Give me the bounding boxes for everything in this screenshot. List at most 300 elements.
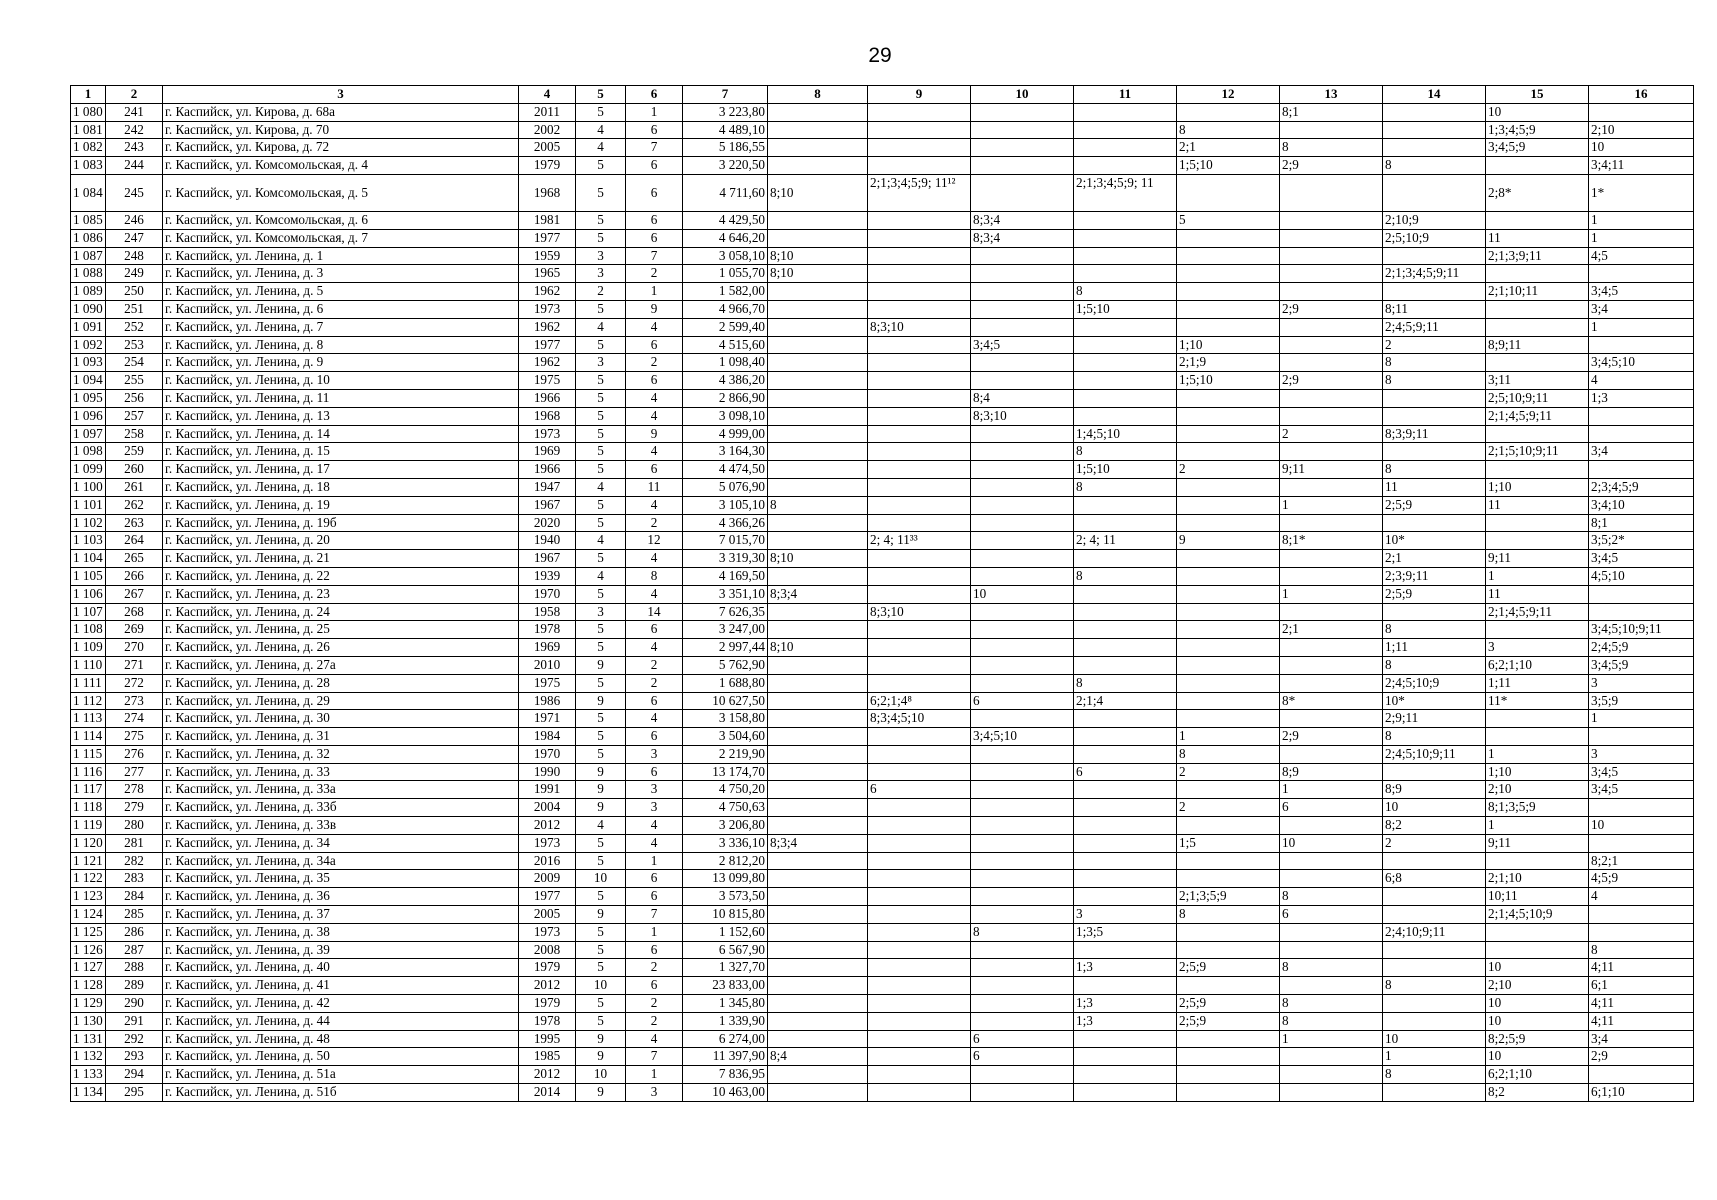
cell-col-7: 4 474,50: [683, 461, 768, 479]
cell-col-2: 283: [106, 870, 163, 888]
cell-col-15: 10: [1486, 959, 1589, 977]
cell-col-8: [768, 906, 868, 924]
cell-col-6: 6: [626, 977, 683, 995]
cell-col-6: 3: [626, 781, 683, 799]
cell-col-10: [971, 763, 1074, 781]
cell-col-16: 4;5: [1589, 247, 1694, 265]
cell-col-3: г. Каспийск, ул. Ленина, д. 7: [163, 318, 519, 336]
cell-col-9: [868, 157, 971, 175]
cell-col-3: г. Каспийск, ул. Ленина, д. 48: [163, 1030, 519, 1048]
cell-col-15: [1486, 710, 1589, 728]
cell-col-11: [1074, 265, 1177, 283]
cell-col-7: 3 223,80: [683, 103, 768, 121]
cell-col-8: [768, 603, 868, 621]
cell-col-4: 1985: [519, 1048, 576, 1066]
cell-col-12: [1177, 283, 1280, 301]
cell-col-8: [768, 425, 868, 443]
cell-col-8: [768, 229, 868, 247]
cell-col-8: [768, 710, 868, 728]
cell-col-8: [768, 336, 868, 354]
cell-col-5: 9: [576, 1030, 626, 1048]
cell-col-11: [1074, 1084, 1177, 1102]
cell-col-2: 276: [106, 745, 163, 763]
cell-col-8: [768, 621, 868, 639]
cell-col-4: 1973: [519, 834, 576, 852]
cell-col-10: [971, 799, 1074, 817]
cell-col-5: 5: [576, 639, 626, 657]
cell-col-4: 1975: [519, 372, 576, 390]
cell-col-9: [868, 121, 971, 139]
cell-col-3: г. Каспийск, ул. Ленина, д. 33а: [163, 781, 519, 799]
cell-col-3: г. Каспийск, ул. Комсомольская, д. 7: [163, 229, 519, 247]
cell-col-7: 3 336,10: [683, 834, 768, 852]
cell-col-13: [1280, 174, 1383, 211]
cell-col-3: г. Каспийск, ул. Ленина, д. 13: [163, 407, 519, 425]
cell-col-13: [1280, 852, 1383, 870]
cell-col-13: [1280, 211, 1383, 229]
cell-col-5: 4: [576, 532, 626, 550]
cell-col-7: 3 351,10: [683, 585, 768, 603]
cell-col-15: 10: [1486, 995, 1589, 1013]
cell-col-14: [1383, 283, 1486, 301]
table-row: [71, 834, 1694, 852]
cell-col-11: [1074, 603, 1177, 621]
cell-col-13: [1280, 283, 1383, 301]
cell-col-16: [1589, 603, 1694, 621]
cell-col-2: 260: [106, 461, 163, 479]
cell-col-9: [868, 888, 971, 906]
cell-col-8: [768, 888, 868, 906]
cell-col-8: [768, 354, 868, 372]
cell-col-8: [768, 995, 868, 1013]
cell-col-2: 251: [106, 300, 163, 318]
cell-col-15: [1486, 852, 1589, 870]
cell-col-4: 1967: [519, 550, 576, 568]
cell-col-9: [868, 852, 971, 870]
cell-col-15: 1: [1486, 567, 1589, 585]
cell-col-8: [768, 656, 868, 674]
cell-col-3: г. Каспийск, ул. Ленина, д. 41: [163, 977, 519, 995]
cell-col-15: 11: [1486, 229, 1589, 247]
cell-col-1: 1 130: [71, 1012, 106, 1030]
cell-col-16: [1589, 585, 1694, 603]
cell-col-10: [971, 567, 1074, 585]
cell-col-7: 3 158,80: [683, 710, 768, 728]
cell-col-15: 2;1;4;5;10;9: [1486, 906, 1589, 924]
cell-col-10: 8;3;10: [971, 407, 1074, 425]
cell-col-4: 1990: [519, 763, 576, 781]
cell-col-13: 1: [1280, 1030, 1383, 1048]
cell-col-16: 4;11: [1589, 995, 1694, 1013]
cell-col-3: г. Каспийск, ул. Ленина, д. 15: [163, 443, 519, 461]
cell-col-2: 257: [106, 407, 163, 425]
cell-col-10: [971, 103, 1074, 121]
cell-col-4: 1978: [519, 621, 576, 639]
table-row: [71, 995, 1694, 1013]
cell-col-3: г. Каспийск, ул. Ленина, д. 34: [163, 834, 519, 852]
cell-col-15: 9;11: [1486, 834, 1589, 852]
cell-col-4: 1959: [519, 247, 576, 265]
cell-col-6: 6: [626, 157, 683, 175]
cell-col-10: [971, 834, 1074, 852]
cell-col-5: 5: [576, 407, 626, 425]
cell-col-6: 6: [626, 174, 683, 211]
table-row: [71, 336, 1694, 354]
cell-col-10: [971, 496, 1074, 514]
cell-col-9: 2;1;3;4;5;9; 11¹²: [868, 174, 971, 211]
cell-col-12: [1177, 710, 1280, 728]
cell-col-5: 4: [576, 478, 626, 496]
cell-col-11: 2;1;4: [1074, 692, 1177, 710]
cell-col-11: [1074, 745, 1177, 763]
cell-col-13: [1280, 817, 1383, 835]
cell-col-2: 256: [106, 389, 163, 407]
cell-col-6: 4: [626, 639, 683, 657]
cell-col-11: 1;5;10: [1074, 461, 1177, 479]
cell-col-14: 8;3;9;11: [1383, 425, 1486, 443]
table-row: [71, 174, 1694, 211]
cell-col-15: [1486, 354, 1589, 372]
cell-col-8: 8;10: [768, 174, 868, 211]
cell-col-13: 1: [1280, 781, 1383, 799]
cell-col-5: 10: [576, 1066, 626, 1084]
cell-col-8: 8;10: [768, 265, 868, 283]
cell-col-10: [971, 656, 1074, 674]
cell-col-16: 3;5;9: [1589, 692, 1694, 710]
cell-col-6: 4: [626, 443, 683, 461]
cell-col-2: 250: [106, 283, 163, 301]
cell-col-16: [1589, 1066, 1694, 1084]
cell-col-12: [1177, 425, 1280, 443]
cell-col-2: 284: [106, 888, 163, 906]
cell-col-9: [868, 834, 971, 852]
table-row: [71, 121, 1694, 139]
cell-col-8: [768, 300, 868, 318]
cell-col-10: [971, 300, 1074, 318]
cell-col-11: [1074, 888, 1177, 906]
cell-col-5: 4: [576, 567, 626, 585]
cell-col-1: 1 124: [71, 906, 106, 924]
cell-col-4: 1981: [519, 211, 576, 229]
cell-col-14: 2;4;5;10;9;11: [1383, 745, 1486, 763]
cell-col-14: 2;1;3;4;5;9;11: [1383, 265, 1486, 283]
cell-col-2: 249: [106, 265, 163, 283]
cell-col-16: 1: [1589, 229, 1694, 247]
cell-col-7: 4 366,26: [683, 514, 768, 532]
cell-col-12: [1177, 656, 1280, 674]
cell-col-3: г. Каспийск, ул. Ленина, д. 37: [163, 906, 519, 924]
cell-col-7: 1 345,80: [683, 995, 768, 1013]
table-header: [71, 86, 1694, 104]
cell-col-5: 5: [576, 585, 626, 603]
cell-col-15: 6;2;1;10: [1486, 656, 1589, 674]
cell-col-3: г. Каспийск, ул. Ленина, д. 29: [163, 692, 519, 710]
cell-col-6: 6: [626, 372, 683, 390]
cell-col-5: 5: [576, 710, 626, 728]
cell-col-8: [768, 532, 868, 550]
cell-col-16: 2;3;4;5;9: [1589, 478, 1694, 496]
cell-col-3: г. Каспийск, ул. Кирова, д. 70: [163, 121, 519, 139]
cell-col-11: 1;3: [1074, 959, 1177, 977]
cell-col-13: [1280, 478, 1383, 496]
cell-col-15: 10;11: [1486, 888, 1589, 906]
cell-col-7: 3 058,10: [683, 247, 768, 265]
cell-col-12: [1177, 247, 1280, 265]
cell-col-11: [1074, 211, 1177, 229]
cell-col-4: 1966: [519, 461, 576, 479]
cell-col-9: [868, 585, 971, 603]
cell-col-14: [1383, 959, 1486, 977]
cell-col-7: 4 999,00: [683, 425, 768, 443]
table-row: [71, 674, 1694, 692]
cell-col-12: [1177, 265, 1280, 283]
cell-col-13: 2: [1280, 425, 1383, 443]
cell-col-6: 1: [626, 1066, 683, 1084]
cell-col-13: [1280, 121, 1383, 139]
cell-col-3: г. Каспийск, ул. Ленина, д. 26: [163, 639, 519, 657]
cell-col-12: [1177, 817, 1280, 835]
cell-col-13: [1280, 229, 1383, 247]
cell-col-12: [1177, 443, 1280, 461]
cell-col-2: 295: [106, 1084, 163, 1102]
cell-col-4: 1979: [519, 995, 576, 1013]
cell-col-8: [768, 372, 868, 390]
cell-col-13: 6: [1280, 906, 1383, 924]
cell-col-14: 8: [1383, 461, 1486, 479]
cell-col-16: 1;3: [1589, 389, 1694, 407]
cell-col-14: 8: [1383, 1066, 1486, 1084]
cell-col-6: 6: [626, 763, 683, 781]
cell-col-15: 8;9;11: [1486, 336, 1589, 354]
cell-col-16: 3: [1589, 674, 1694, 692]
cell-col-11: [1074, 852, 1177, 870]
cell-col-14: [1383, 139, 1486, 157]
cell-col-10: 10: [971, 585, 1074, 603]
cell-col-8: [768, 745, 868, 763]
cell-col-1: 1 108: [71, 621, 106, 639]
cell-col-4: 1947: [519, 478, 576, 496]
cell-col-4: 1991: [519, 781, 576, 799]
cell-col-1: 1 109: [71, 639, 106, 657]
table-row: [71, 621, 1694, 639]
table-row: [71, 229, 1694, 247]
cell-col-2: 282: [106, 852, 163, 870]
cell-col-1: 1 111: [71, 674, 106, 692]
cell-col-9: [868, 496, 971, 514]
table-row: [71, 728, 1694, 746]
cell-col-10: [971, 674, 1074, 692]
cell-col-1: 1 113: [71, 710, 106, 728]
cell-col-11: [1074, 389, 1177, 407]
cell-col-10: [971, 478, 1074, 496]
cell-col-4: 1973: [519, 923, 576, 941]
cell-col-14: [1383, 174, 1486, 211]
cell-col-16: 3;4;10: [1589, 496, 1694, 514]
cell-col-11: 1;3;5: [1074, 923, 1177, 941]
cell-col-12: 2;5;9: [1177, 995, 1280, 1013]
cell-col-2: 248: [106, 247, 163, 265]
cell-col-2: 278: [106, 781, 163, 799]
cell-col-1: 1 100: [71, 478, 106, 496]
cell-col-6: 11: [626, 478, 683, 496]
cell-col-12: [1177, 977, 1280, 995]
cell-col-9: [868, 478, 971, 496]
cell-col-5: 4: [576, 318, 626, 336]
cell-col-15: 2;10: [1486, 977, 1589, 995]
cell-col-13: [1280, 354, 1383, 372]
cell-col-3: г. Каспийск, ул. Ленина, д. 24: [163, 603, 519, 621]
cell-col-12: [1177, 567, 1280, 585]
cell-col-12: [1177, 781, 1280, 799]
cell-col-15: [1486, 157, 1589, 175]
column-header-3: 3: [163, 86, 519, 104]
cell-col-6: 4: [626, 407, 683, 425]
cell-col-3: г. Каспийск, ул. Кирова, д. 72: [163, 139, 519, 157]
cell-col-5: 5: [576, 229, 626, 247]
cell-col-4: 1962: [519, 318, 576, 336]
cell-col-11: 6: [1074, 763, 1177, 781]
cell-col-13: [1280, 1048, 1383, 1066]
cell-col-6: 4: [626, 834, 683, 852]
cell-col-12: [1177, 923, 1280, 941]
cell-col-2: 269: [106, 621, 163, 639]
cell-col-15: 1;10: [1486, 478, 1589, 496]
cell-col-14: [1383, 121, 1486, 139]
cell-col-12: [1177, 478, 1280, 496]
cell-col-9: [868, 941, 971, 959]
cell-col-11: 2; 4; 11: [1074, 532, 1177, 550]
cell-col-13: 2;9: [1280, 157, 1383, 175]
cell-col-10: [971, 852, 1074, 870]
cell-col-15: 11: [1486, 585, 1589, 603]
cell-col-4: 1966: [519, 389, 576, 407]
cell-col-5: 5: [576, 300, 626, 318]
cell-col-2: 291: [106, 1012, 163, 1030]
cell-col-8: 8;3;4: [768, 585, 868, 603]
cell-col-2: 285: [106, 906, 163, 924]
cell-col-3: г. Каспийск, ул. Кирова, д. 68а: [163, 103, 519, 121]
table-row: [71, 888, 1694, 906]
cell-col-15: 2;5;10;9;11: [1486, 389, 1589, 407]
cell-col-16: 8: [1589, 941, 1694, 959]
cell-col-4: 2010: [519, 656, 576, 674]
cell-col-5: 4: [576, 121, 626, 139]
cell-col-4: 1970: [519, 585, 576, 603]
cell-col-2: 246: [106, 211, 163, 229]
cell-col-16: [1589, 834, 1694, 852]
cell-col-8: 8: [768, 496, 868, 514]
table-row: [71, 852, 1694, 870]
cell-col-14: 1: [1383, 1048, 1486, 1066]
cell-col-7: 4 646,20: [683, 229, 768, 247]
cell-col-3: г. Каспийск, ул. Ленина, д. 11: [163, 389, 519, 407]
cell-col-9: [868, 407, 971, 425]
cell-col-16: 3;4;5;10: [1589, 354, 1694, 372]
cell-col-6: 1: [626, 283, 683, 301]
cell-col-6: 2: [626, 959, 683, 977]
cell-col-15: 10: [1486, 1012, 1589, 1030]
cell-col-6: 3: [626, 745, 683, 763]
cell-col-15: 2;1;4;5;9;11: [1486, 407, 1589, 425]
cell-col-13: [1280, 1066, 1383, 1084]
cell-col-4: 2012: [519, 817, 576, 835]
cell-col-11: [1074, 354, 1177, 372]
cell-col-3: г. Каспийск, ул. Ленина, д. 30: [163, 710, 519, 728]
cell-col-3: г. Каспийск, ул. Ленина, д. 50: [163, 1048, 519, 1066]
cell-col-1: 1 090: [71, 300, 106, 318]
cell-col-16: [1589, 103, 1694, 121]
cell-col-2: 275: [106, 728, 163, 746]
cell-col-7: 6 274,00: [683, 1030, 768, 1048]
cell-col-14: [1383, 1084, 1486, 1102]
cell-col-2: 281: [106, 834, 163, 852]
cell-col-3: г. Каспийск, ул. Ленина, д. 17: [163, 461, 519, 479]
cell-col-9: [868, 443, 971, 461]
cell-col-11: 1;3: [1074, 995, 1177, 1013]
cell-col-1: 1 095: [71, 389, 106, 407]
cell-col-12: [1177, 407, 1280, 425]
cell-col-5: 3: [576, 603, 626, 621]
cell-col-10: [971, 443, 1074, 461]
cell-col-16: 3;5;2*: [1589, 532, 1694, 550]
cell-col-7: 5 186,55: [683, 139, 768, 157]
cell-col-11: 2;1;3;4;5;9; 11: [1074, 174, 1177, 211]
cell-col-6: 6: [626, 211, 683, 229]
cell-col-4: 1978: [519, 1012, 576, 1030]
cell-col-5: 4: [576, 139, 626, 157]
cell-col-11: [1074, 728, 1177, 746]
cell-col-10: 8;3;4: [971, 229, 1074, 247]
cell-col-5: 9: [576, 1048, 626, 1066]
cell-col-10: [971, 425, 1074, 443]
cell-col-5: 5: [576, 621, 626, 639]
cell-col-1: 1 089: [71, 283, 106, 301]
cell-col-8: [768, 389, 868, 407]
cell-col-3: г. Каспийск, ул. Ленина, д. 34а: [163, 852, 519, 870]
cell-col-13: [1280, 567, 1383, 585]
cell-col-15: 1;10: [1486, 763, 1589, 781]
cell-col-13: [1280, 318, 1383, 336]
cell-col-10: 8;4: [971, 389, 1074, 407]
cell-col-6: 2: [626, 354, 683, 372]
cell-col-14: 2;4;5;9;11: [1383, 318, 1486, 336]
cell-col-8: [768, 514, 868, 532]
cell-col-13: [1280, 247, 1383, 265]
cell-col-4: 1958: [519, 603, 576, 621]
cell-col-16: 10: [1589, 817, 1694, 835]
cell-col-1: 1 099: [71, 461, 106, 479]
cell-col-7: 7 836,95: [683, 1066, 768, 1084]
cell-col-10: [971, 532, 1074, 550]
cell-col-1: 1 107: [71, 603, 106, 621]
cell-col-2: 277: [106, 763, 163, 781]
cell-col-14: [1383, 888, 1486, 906]
cell-col-12: 2: [1177, 763, 1280, 781]
cell-col-1: 1 122: [71, 870, 106, 888]
cell-col-8: [768, 799, 868, 817]
cell-col-6: 9: [626, 300, 683, 318]
cell-col-2: 265: [106, 550, 163, 568]
cell-col-3: г. Каспийск, ул. Ленина, д. 51а: [163, 1066, 519, 1084]
cell-col-8: [768, 1084, 868, 1102]
cell-col-16: 10: [1589, 139, 1694, 157]
cell-col-6: 2: [626, 656, 683, 674]
cell-col-4: 2005: [519, 906, 576, 924]
cell-col-14: 2: [1383, 834, 1486, 852]
cell-col-10: [971, 550, 1074, 568]
cell-col-4: 1965: [519, 265, 576, 283]
cell-col-3: г. Каспийск, ул. Ленина, д. 10: [163, 372, 519, 390]
